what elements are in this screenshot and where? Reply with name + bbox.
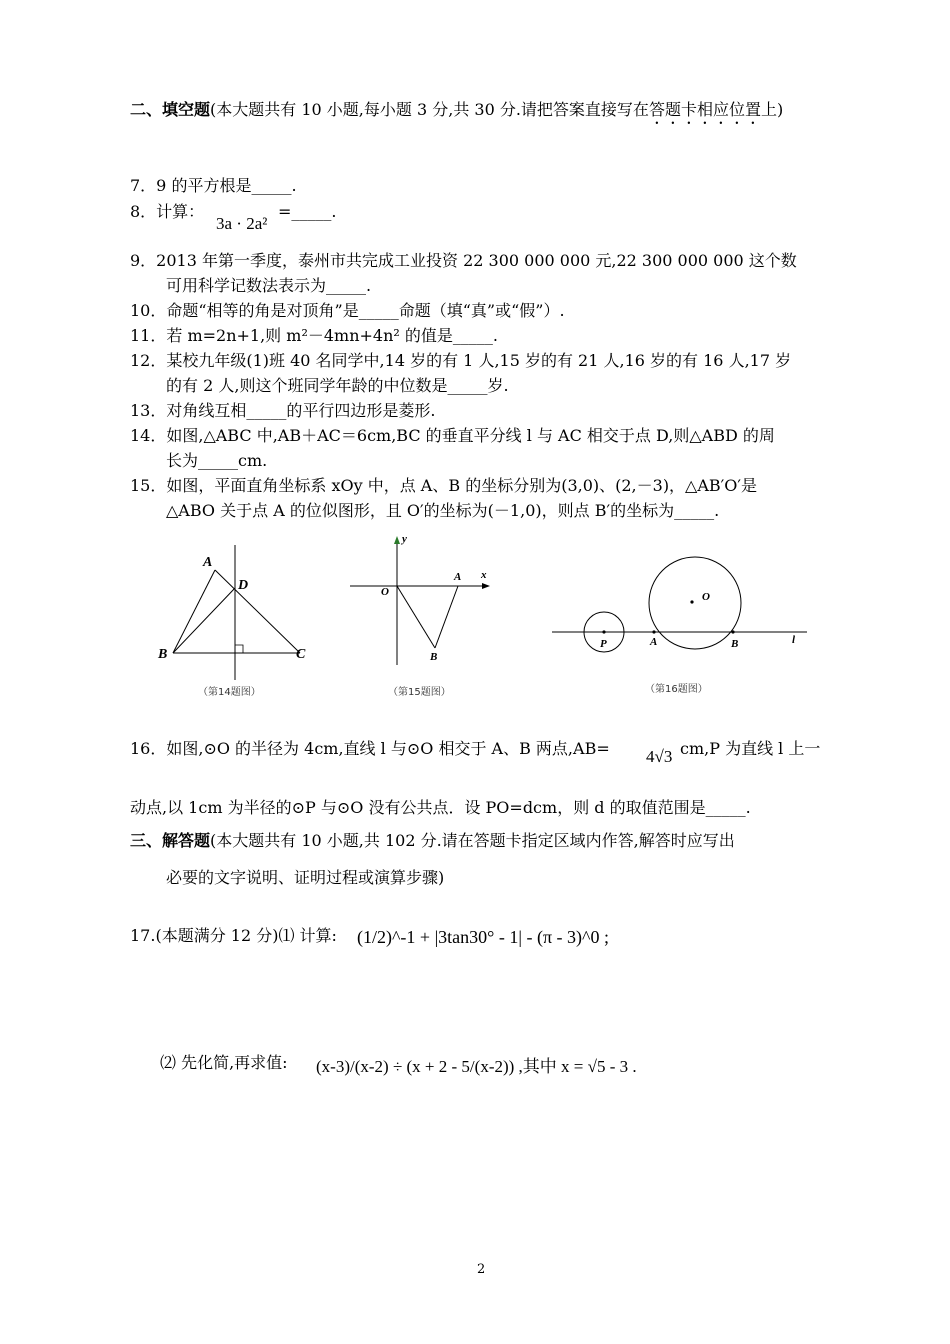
question-14-line2: 长为_____cm. <box>166 451 268 470</box>
section2-intro: (本大题共有 10 小题,每小题 3 分,共 30 分.请把答案直接写在 <box>210 100 649 119</box>
figure-16-drawing <box>552 555 812 675</box>
question-11: 11．若 m=2n+1,则 m²－4mn+4n² 的值是_____. <box>130 326 498 345</box>
fig16-point-p <box>602 630 605 633</box>
fig16-label-o: O <box>702 591 710 603</box>
fig16-caption: （第16题图） <box>645 684 708 695</box>
question-15-line2: △ABO 关于点 A 的位似图形，且 O′的坐标为(－1,0)，则点 B′的坐标为_____. <box>166 501 720 520</box>
fig16-point-a <box>652 630 655 633</box>
fig16-circle-o <box>649 557 741 649</box>
section2-heading: 二、填空题 <box>130 100 211 119</box>
q8-suffix: =_____. <box>278 202 337 221</box>
fig14-label-b: B <box>158 647 168 662</box>
q8-expression <box>216 214 267 234</box>
section2-intro-dotted: 答题卡相应位置 <box>648 100 761 119</box>
question-16-line1 <box>130 738 610 760</box>
fig16-label-p: P <box>600 638 607 650</box>
question-10: 10．命题“相等的角是对顶角”是_____命题（填“真”或“假”）. <box>130 301 565 320</box>
q16-sqrt: 4√3 <box>646 747 673 766</box>
fig14-segment-ac <box>215 570 300 653</box>
question-9-line1: 9．2013 年第一季度，泰州市共完成工业投资 22 300 000 000 元,22 300 000 000 这个数 <box>130 251 797 270</box>
fig15-caption: （第15题图） <box>388 687 451 698</box>
question-16-line2: 动点,以 1cm 为半径的⊙P 与⊙O 没有公共点．设 PO=dcm，则 d 的取值范围是_____. <box>130 798 751 817</box>
q16-text-a: 16．如图,⊙O 的半径为 4cm,直线 l 与⊙O 相交于 A、B 两点,AB= <box>130 739 610 758</box>
fig14-segment-bd <box>173 588 235 653</box>
fig14-label-c: C <box>296 647 306 662</box>
fig16-label-a: A <box>650 636 658 648</box>
fig14-label-d: D <box>238 578 249 593</box>
section3-heading: 三、解答题 <box>130 831 211 850</box>
q17-part2-label: ⑵ 先化简,再求值: <box>160 1053 288 1072</box>
fig16-label-b: B <box>731 638 739 650</box>
fig16-point-o <box>690 600 693 603</box>
fig15-segment-ob <box>397 586 435 648</box>
fig15-label-a: A <box>454 571 462 583</box>
fig14-segment-ab <box>173 570 215 653</box>
q17-label: 17.(本题满分 12 分)⑴ 计算: <box>130 926 337 945</box>
q16-text-b: cm,P 为直线 l 上一 <box>680 739 821 758</box>
fig15-y-arrow-icon <box>394 536 400 544</box>
fig15-segment-ba <box>435 586 458 648</box>
question-8 <box>130 201 204 223</box>
question-7: 7．9 的平方根是_____. <box>130 176 297 195</box>
section3-intro-line2: 必要的文字说明、证明过程或演算步骤) <box>166 868 445 887</box>
fig16-point-b <box>731 630 734 633</box>
figure-14-drawing <box>150 545 310 685</box>
section2-intro-end: 上) <box>760 100 784 119</box>
fig14-caption: （第14题图） <box>198 687 261 698</box>
section3-intro: (本大题共有 10 小题,共 102 分.请在答题卡指定区域内作答,解答时应写出 <box>210 831 735 850</box>
question-15-line1: 15．如图，平面直角坐标系 xOy 中，点 A、B 的坐标分别为(3,0)、(2,－3)，△AB′O′是 <box>130 476 758 495</box>
question-14-line1: 14．如图,△ABC 中,AB＋AC＝6cm,BC 的垂直平分线 l 与 AC 相交于点 D,则△ABD 的周 <box>130 426 775 445</box>
question-9-line2: 可用科学记数法表示为_____. <box>166 276 372 295</box>
fig15-label-b: B <box>430 651 438 663</box>
question-13: 13．对角线互相_____的平行四边形是菱形. <box>130 401 436 420</box>
q17-part2-expression: (x-3)/(x-2) ÷ (x + 2 - 5/(x-2)) ,其中 x = √5 - 3 . <box>316 1057 637 1076</box>
q8-expr: 3a · 2a² <box>216 214 268 233</box>
fig15-x-arrow-icon <box>482 583 490 589</box>
figure-15-drawing <box>345 535 505 675</box>
section2-header <box>130 99 783 128</box>
q8-label: 8．计算： <box>130 202 205 221</box>
question-12-line1: 12．某校九年级(1)班 40 名同学中,14 岁的有 1 人,15 岁的有 21 人,16 岁的有 16 人,17 岁 <box>130 351 792 370</box>
page-number: 2 <box>477 1262 486 1277</box>
section3-header <box>130 830 735 852</box>
fig15-label-x: x <box>481 569 487 581</box>
fig14-label-a: A <box>203 555 213 570</box>
fig15-label-o: O <box>381 586 389 598</box>
question-12-line2: 的有 2 人,则这个班同学年龄的中位数是_____岁. <box>166 376 509 395</box>
q17-part1-expression: (1/2)^-1 + |3tan30° - 1| - (π - 3)^0 ; <box>357 927 609 947</box>
fig15-label-y: y <box>402 533 407 545</box>
fig16-label-l: l <box>792 634 796 646</box>
fig14-right-angle-mark <box>235 645 243 653</box>
